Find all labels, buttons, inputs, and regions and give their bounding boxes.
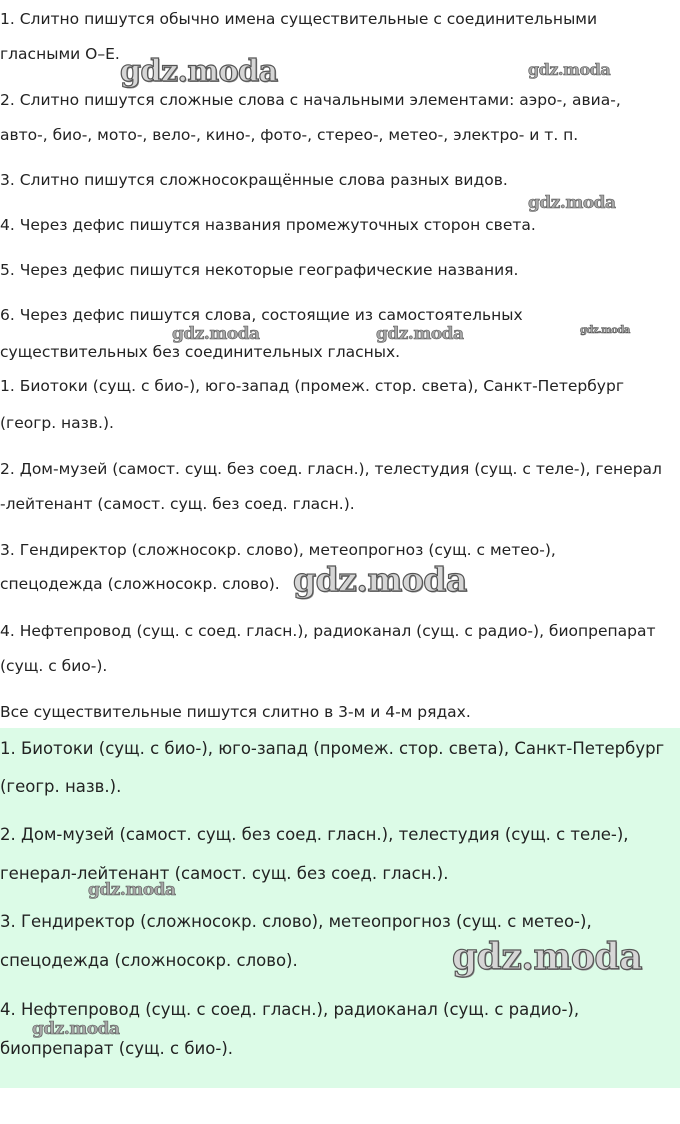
answer-3-line-1: 3. Гендиректор (сложносокр. слово), метеопрогноз (сущ. с метео-), <box>0 912 592 931</box>
rule-5: 5. Через дефис пишутся некоторые географические названия. <box>0 261 519 279</box>
watermark-logo: gdz.moda <box>88 880 176 900</box>
rule-2-line-2: авто-, био-, мото-, вело-, кино-, фото-, стерео-, метео-, электро- и т. п. <box>0 126 579 144</box>
answer-1-line-1: 1. Биотоки (сущ. с био-), юго-запад (промеж. стор. света), Санкт-Петербург <box>0 739 665 758</box>
rule-1-line-2: гласными О–Е. <box>0 45 120 63</box>
answer-4-line-1: 4. Нефтепровод (сущ. с соед. гласн.), радиоканал (сущ. с радио-), <box>0 1000 580 1019</box>
watermark-logo: gdz.moda <box>528 193 616 213</box>
rule-6-line-1: 6. Через дефис пишутся слова, состоящие из самостоятельных <box>0 306 523 324</box>
rule-2-line-1: 2. Слитно пишутся сложные слова с начальными элементами: аэро-, авиа-, <box>0 91 621 109</box>
answer-1-line-2: (геогр. назв.). <box>0 777 122 796</box>
example-1-line-2: (геогр. назв.). <box>0 414 114 432</box>
answer-4-line-2: биопрепарат (сущ. с био-). <box>0 1039 233 1058</box>
answer-2-line-1: 2. Дом-музей (самост. сущ. без соед. гласн.), телестудия (сущ. с теле-), <box>0 825 629 844</box>
example-2-line-2: -лейтенант (самост. сущ. без соед. гласн.). <box>0 495 355 513</box>
rule-3: 3. Слитно пишутся сложносокращённые слова разных видов. <box>0 171 508 189</box>
answer-2-line-2: генерал-лейтенант (самост. сущ. без соед. гласн.). <box>0 864 449 883</box>
watermark-logo: gdz.moda <box>528 60 611 79</box>
example-3-line-1: 3. Гендиректор (сложносокр. слово), метеопрогноз (сущ. с метео-), <box>0 541 556 559</box>
rule-4: 4. Через дефис пишутся названия промежуточных сторон света. <box>0 216 536 234</box>
example-3-line-2: спецодежда (сложносокр. слово). <box>0 575 280 593</box>
watermark-logo: gdz.moda <box>376 324 464 344</box>
example-4-line-1: 4. Нефтепровод (сущ. с соед. гласн.), радиоканал (сущ. с радио-), биопрепарат <box>0 622 656 640</box>
watermark-logo: gdz.moda <box>120 54 278 89</box>
watermark-logo: gdz.moda <box>293 560 467 599</box>
watermark-logo: gdz.moda <box>452 936 642 978</box>
example-4-line-2: (сущ. с био-). <box>0 657 108 675</box>
example-2-line-1: 2. Дом-музей (самост. сущ. без соед. гласн.), телестудия (сущ. с теле-), генерал <box>0 460 662 478</box>
example-1-line-1: 1. Биотоки (сущ. с био-), юго-запад (промеж. стор. света), Санкт-Петербург <box>0 377 624 395</box>
watermark-logo: gdz.moda <box>32 1019 120 1039</box>
watermark-logo: gdz.moda <box>172 324 260 344</box>
rule-6-line-2: существительных без соединительных гласных. <box>0 343 401 361</box>
watermark-logo: gdz.moda <box>580 325 630 336</box>
answer-3-line-2: спецодежда (сложносокр. слово). <box>0 951 298 970</box>
conclusion: Все существительные пишутся слитно в 3-м и 4-м рядах. <box>0 703 471 721</box>
rule-1-line-1: 1. Слитно пишутся обычно имена существительные с соединительными <box>0 10 598 28</box>
